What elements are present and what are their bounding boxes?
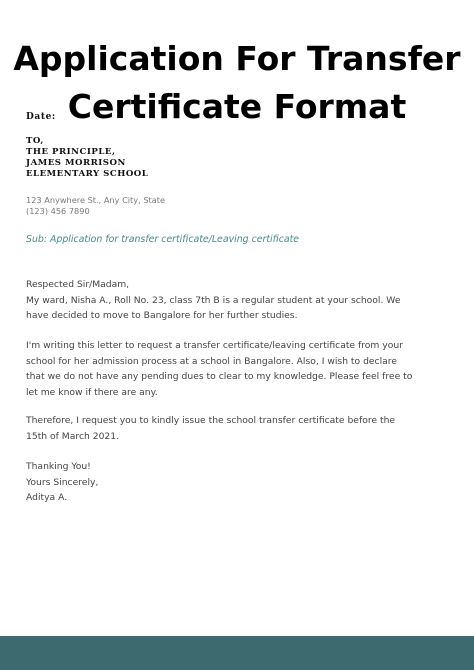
paragraph-1-line-2: have decided to move to Bangalore for her further studies. [26, 310, 298, 321]
paragraph-2-line-1: I'm writing this letter to request a transfer certificate/leaving certificate from your [26, 340, 403, 351]
recipient-line-2: JAMES MORRISON [26, 158, 126, 168]
paragraph-2-line-2: school for her admission process at a school in Bangalore. Also, I wish to declare [26, 355, 398, 367]
paragraph-1-line-1: My ward, Nisha A., Roll No. 23, class 7th B is a regular student at your school. We [26, 294, 401, 306]
closing-thanks: Thanking You! [26, 461, 91, 472]
recipient-address [26, 136, 148, 180]
closing-block [26, 459, 462, 506]
recipient-line-3: ELEMENTARY SCHOOL [26, 169, 149, 179]
paragraph-3-line-2: 15th of March 2021. [26, 430, 120, 442]
sender-phone: (123) 456 7890 [26, 206, 90, 216]
footer-accent-bar [0, 636, 474, 670]
document-title-line-2: Certificate Format [67, 87, 407, 126]
paragraph-2 [26, 338, 462, 400]
recipient-line-1: THE PRINCIPLE, [26, 147, 116, 157]
paragraph-1 [26, 277, 462, 324]
paragraph-2-line-4: let me know if there are any. [26, 386, 158, 398]
sender-address: 123 Anywhere St., Any City, State [26, 195, 165, 205]
document-title-line-1: Application For Transfer [13, 39, 461, 78]
paragraph-2-line-3: that we do not have any pending dues to clear to my knowledge. Please feel free to [26, 371, 413, 382]
closing-sign-off: Yours Sincerely, [26, 476, 99, 488]
sender-contact [26, 195, 165, 217]
paragraph-3-line-1: Therefore, I request you to kindly issue the school transfer certificate before the [26, 415, 396, 426]
closing-name: Aditya A. [26, 492, 68, 503]
date-label: Date: [26, 112, 56, 122]
recipient-to: TO, [26, 136, 44, 146]
salutation: Respected Sir/Madam, [26, 279, 130, 290]
paragraph-3 [26, 413, 462, 444]
subject-line: Sub: Application for transfer certificate/Leaving certificate [26, 234, 300, 245]
